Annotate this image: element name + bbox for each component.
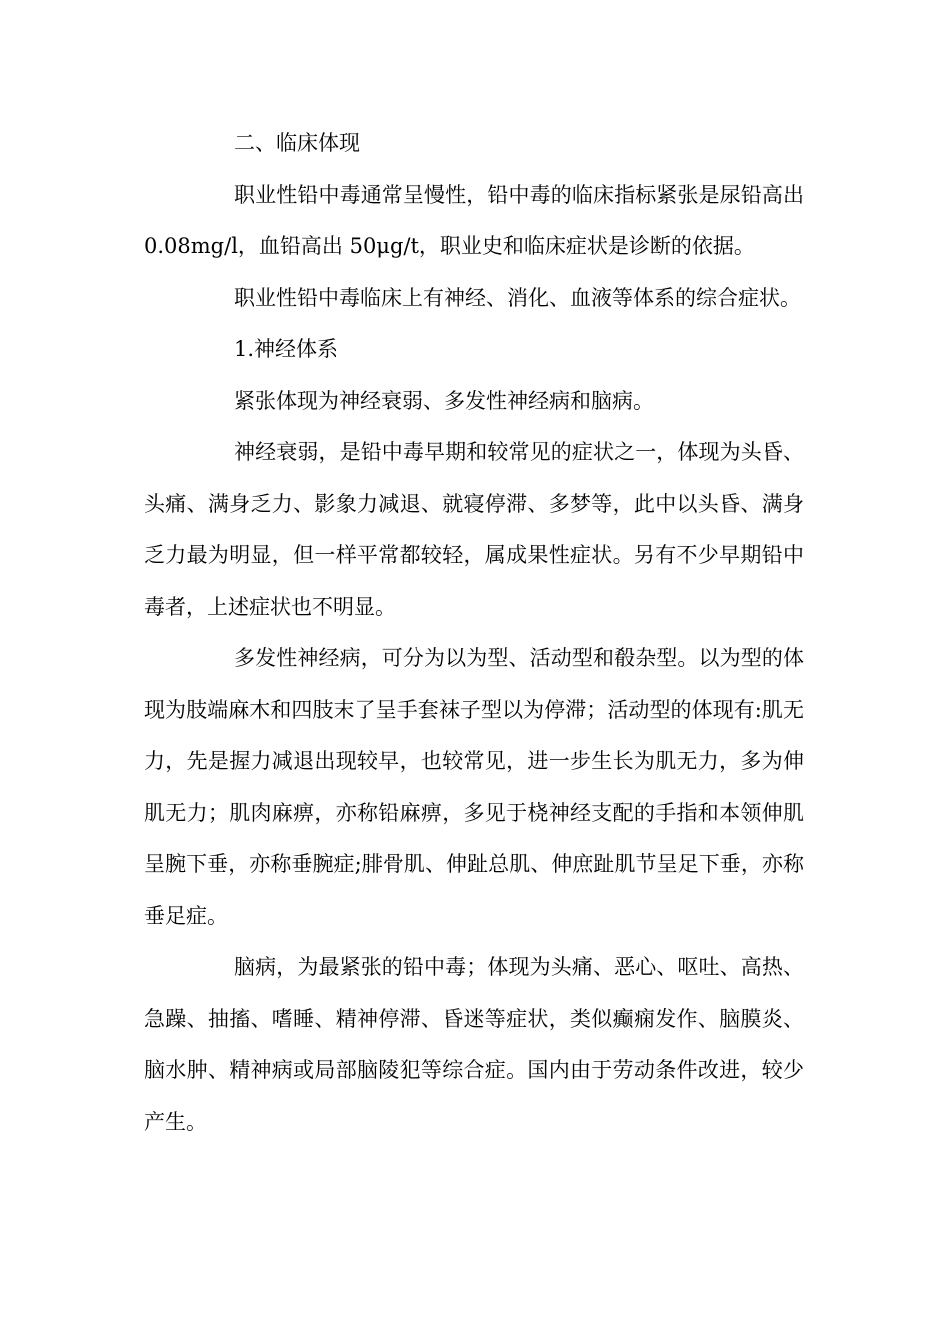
paragraph-symptoms-overview: 职业性铅中毒临床上有神经、消化、血液等体系的综合症状。 — [234, 285, 801, 310]
section-heading: 二、临床体现 — [234, 131, 360, 155]
paragraph-polyneuropathy: 多发性神经病，可分为以为型、活动型和殽杂型。以为型的体现为肢端麻木和四肢末了呈手套袜子型以为停滞；活动型的体现有:肌无力，先是握力减退出现较早，也较常见，进一步生长为肌无力，多为伸肌无力；肌肉麻痹，亦称铅麻痹，多见于桡神经支配的手指和本领伸肌呈腕下垂，亦称垂腕症;腓骨肌、伸趾总肌、伸庶趾肌节呈足下垂，亦称垂足症。 — [144, 646, 804, 928]
paragraph-neurasthenia: 神经衰弱，是铅中毒早期和较常见的症状之一，体现为头昏、头痛、满身乏力、影象力减退、就寝停滞、多梦等，此中以头昏、满身乏力最为明显，但一样平常都较轻，属成果性症状。另有不少早期铅中毒者，上述症状也不明显。 — [144, 440, 804, 619]
subsection-title: 1.神经体系 — [234, 337, 339, 361]
document-page — [144, 118, 804, 1148]
paragraph-diagnosis: 职业性铅中毒通常呈慢性，铅中毒的临床指标紧张是尿铅高出 0.08mg/l，血铅高出 50μg/t，职业史和临床症状是诊断的依据。 — [144, 182, 804, 258]
paragraph-encephalopathy: 脑病，为最紧张的铅中毒；体现为头痛、恶心、呕吐、高热、急躁、抽搐、嗜睡、精神停滞、昏迷等症状，类似癫痫发作、脑膜炎、脑水肿、精神病或局部脑陵犯等综合症。国内由于劳动条件改进，较少产生。 — [144, 955, 804, 1134]
paragraph-nervous-summary: 紧张体现为神经衰弱、多发性神经病和脑病。 — [234, 388, 654, 413]
